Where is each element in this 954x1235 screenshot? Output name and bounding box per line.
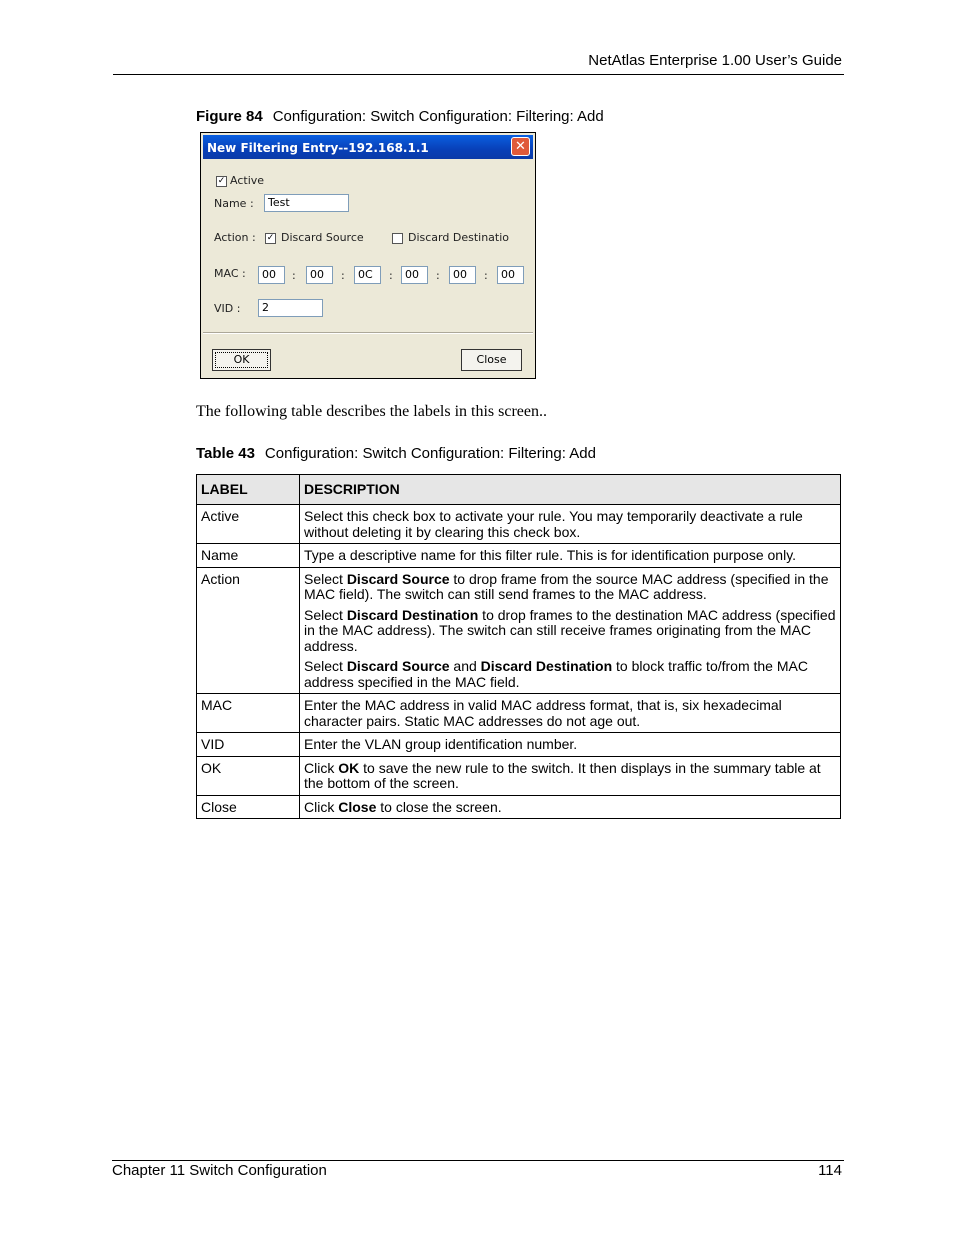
mac-octet-1[interactable]: 00	[258, 266, 285, 284]
text-span: Select	[304, 570, 347, 587]
vid-label: VID :	[214, 302, 241, 315]
row-label: Active	[197, 505, 300, 544]
row-label: OK	[197, 756, 300, 795]
row-description	[300, 567, 841, 694]
mac-label: MAC :	[214, 267, 246, 280]
mac-separator: :	[484, 269, 488, 282]
mac-octet-3[interactable]: 0C	[354, 266, 381, 284]
text-span: and	[449, 658, 481, 674]
mac-octet-2[interactable]: 00	[306, 266, 333, 284]
text-span: to block traffic to/from the MAC address specified in the MAC field.	[304, 658, 808, 690]
discard-source-checkbox[interactable]: ✓	[266, 233, 275, 243]
row-description: Enter the MAC address in valid MAC address format, that is, six hexadecimal character pairs. Static MAC addresses do not age out.	[300, 694, 841, 733]
table-number: Table 43	[196, 445, 255, 462]
text-span: Select	[304, 658, 347, 674]
text-span: Select	[304, 606, 347, 623]
close-button[interactable]: Close	[461, 349, 522, 371]
bold-term: Discard Destination	[346, 606, 479, 623]
bold-term: OK	[338, 759, 360, 776]
row-description: Enter the VLAN group identification number.	[300, 733, 841, 757]
table-row	[197, 733, 841, 757]
footer-rule	[112, 1160, 844, 1161]
table-caption-text: Configuration: Switch Configuration: Filtering: Add	[264, 445, 596, 462]
header-rule	[113, 74, 844, 75]
table-header-row	[197, 475, 841, 505]
dialog-divider	[203, 332, 533, 334]
table-row	[197, 567, 841, 694]
text-span: Click	[304, 798, 339, 815]
text-span: Click	[304, 759, 339, 776]
discard-destination-checkbox[interactable]	[392, 233, 403, 244]
row-label: Name	[197, 544, 300, 568]
active-checkbox[interactable]: ✓	[217, 176, 226, 186]
text-span: to close the screen.	[376, 798, 502, 815]
ok-button[interactable]: OK	[212, 349, 271, 371]
row-label: Close	[197, 795, 300, 819]
table-row	[197, 544, 841, 568]
row-label: Action	[197, 567, 300, 694]
mac-octet-5[interactable]: 00	[449, 266, 476, 284]
action-label: Action :	[214, 231, 256, 244]
filtering-entry-dialog	[200, 132, 536, 379]
bold-term: Close	[338, 798, 377, 815]
mac-separator: :	[292, 269, 296, 282]
table-row	[197, 505, 841, 544]
bold-term: Discard Source	[346, 570, 450, 587]
mac-octet-4[interactable]: 00	[401, 266, 428, 284]
mac-octet-6[interactable]: 00	[497, 266, 524, 284]
mac-separator: :	[341, 269, 345, 282]
bold-term: Discard Destination	[480, 658, 613, 674]
bold-term: Discard Source	[346, 658, 450, 674]
name-field[interactable]: Test	[264, 194, 349, 212]
figure-caption-text: Configuration: Switch Configuration: Filtering: Add	[272, 108, 604, 125]
table-row	[197, 756, 841, 795]
table-row	[197, 795, 841, 819]
footer-chapter: Chapter 11 Switch Configuration	[112, 1162, 327, 1179]
row-description: Type a descriptive name for this filter rule. This is for identification purpose only.	[300, 544, 841, 568]
row-description	[300, 756, 841, 795]
body-text: The following table describes the labels in this screen..	[196, 403, 548, 420]
footer-page-number: 114	[818, 1162, 842, 1179]
dialog-titlebar	[203, 135, 533, 159]
column-header-description: DESCRIPTION	[300, 475, 841, 505]
discard-source-label: Discard Source	[281, 231, 364, 244]
dialog-title: New Filtering Entry--192.168.1.1	[207, 141, 429, 155]
row-label: VID	[197, 733, 300, 757]
text-span: to drop frame from the source MAC address (specified in the MAC field). The switch can still send frames to the MAC address.	[304, 570, 829, 602]
running-header: NetAtlas Enterprise 1.00 User’s Guide	[588, 52, 842, 69]
active-label: Active	[230, 174, 265, 187]
text-span: to drop frames to the destination MAC address (specified in the MAC address). The switch can still receive frames originating from the MAC address.	[304, 606, 836, 654]
labels-table	[196, 474, 841, 819]
action-paragraph-2	[304, 608, 836, 655]
figure-number: Figure 84	[196, 108, 263, 125]
column-header-label: LABEL	[197, 475, 300, 505]
mac-separator: :	[436, 269, 440, 282]
action-paragraph-3	[304, 659, 836, 690]
table-caption	[196, 445, 596, 462]
table-row	[197, 694, 841, 733]
figure-caption	[196, 108, 604, 125]
row-description	[300, 795, 841, 819]
vid-field[interactable]: 2	[258, 299, 323, 317]
row-label: MAC	[197, 694, 300, 733]
text-span: to save the new rule to the switch. It then displays in the summary table at the bottom of the screen.	[304, 759, 821, 791]
name-label: Name :	[214, 197, 254, 210]
action-paragraph-1	[304, 572, 836, 603]
row-description: Select this check box to activate your rule. You may temporarily deactivate a rule without deleting it by clearing this check box.	[300, 505, 841, 544]
mac-separator: :	[389, 269, 393, 282]
discard-destination-label: Discard Destinatio	[408, 231, 510, 244]
close-icon[interactable]: ✕	[511, 137, 530, 156]
